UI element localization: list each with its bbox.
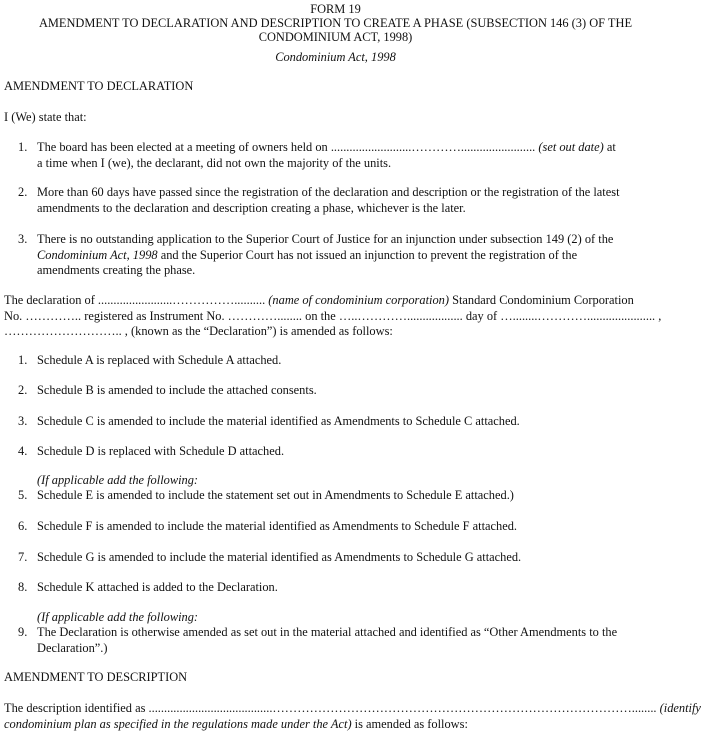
- statement-2: 2. More than 60 days have passed since the registration of the declaration and description or the registration of the latest amendments to the declaration and description creating a phase, whichever is the later.: [18, 185, 664, 216]
- amendment-item-6: 6. Schedule F is amended to include the material identified as Amendments to Schedule F attached.: [18, 519, 518, 533]
- act-name: Condominium Act, 1998: [275, 50, 396, 64]
- form-number: FORM 19: [310, 2, 361, 16]
- if-applicable-note-2: (If applicable add the following:: [37, 610, 199, 624]
- statement-number: 1.: [18, 140, 28, 154]
- statement-text-cont: amendments to the declaration and description creating a phase, whichever is the later.: [37, 200, 466, 215]
- act-reference: Condominium Act, 1998: [37, 247, 158, 262]
- if-applicable-note-1: (If applicable add the following:: [37, 473, 199, 487]
- fill-in-hint: (identify: [659, 701, 701, 715]
- amendment-item-5: 5. Schedule E is amended to include the statement set out in Amendments to Schedule E attached.): [18, 488, 514, 502]
- statement-3: 3. There is no outstanding application to the Superior Court of Justice for an injunction under subsection 149 (2) of the Condominium Act, 1998 and the Superior Court has not issued an injunction to prevent the registration of the amendments creating the phase.: [18, 232, 664, 279]
- amendment-item-1: 1. Schedule A is replaced with Schedule A attached.: [18, 353, 282, 367]
- statement-text: There is no outstanding application to the Superior Court of Justice for an injunction under subsection 149 (2) of the: [37, 232, 614, 246]
- form-title-line-1: AMENDMENT TO DECLARATION AND DESCRIPTION TO CREATE A PHASE (SUBSECTION 146 (3) OF THE: [38, 16, 633, 30]
- statement-1: 1. The board has been elected at a meeting of owners held on ..........................…………........................ (set out date) at a time when I (we), the declarant, did not own the majority of the units.: [18, 140, 664, 171]
- statement-text-cont: a time when I (we), the declarant, did not own the majority of the units.: [37, 155, 392, 170]
- amendment-item-3: 3. Schedule C is amended to include the material identified as Amendments to Schedule C attached.: [18, 414, 520, 428]
- statement-text: More than 60 days have passed since the registration of the declaration and description or the registration of the latest: [37, 185, 620, 199]
- amendment-item-9: 9. The Declaration is otherwise amended as set out in the material attached and identified as “Other Amendments to the Declaration”.): [18, 625, 618, 655]
- statement-text-cont: amendments creating the phase.: [37, 263, 196, 277]
- amendment-item-8: 8. Schedule K attached is added to the Declaration.: [18, 580, 278, 594]
- fill-in-hint: (name of condominium corporation): [268, 293, 449, 307]
- statement-text: The board has been elected at a meeting of owners held on ..........................…………........................: [37, 140, 539, 154]
- form-title-line-2: CONDOMINIUM ACT, 1998): [258, 30, 413, 44]
- section-heading-description: AMENDMENT TO DESCRIPTION: [4, 670, 188, 684]
- section-heading-declaration: AMENDMENT TO DECLARATION: [4, 79, 194, 93]
- intro-statement: I (We) state that:: [4, 110, 87, 124]
- description-paragraph: The description identified as ........................................……………………………………………………………………………........ (identify condominium plan as specified in the regulations made under the Act) is amended as follows:: [4, 701, 701, 731]
- declaration-paragraph: The declaration of ........................…………….......... (name of condominium corporation) Standard Condominium Corporation No. ………….. registered as Instrument No. …………........ on the …..………….................. day of …........…………...................... , ……………………….. , (known as the “Declaration”) is amended as follows:: [4, 293, 662, 338]
- amendment-item-2: 2. Schedule B is amended to include the attached consents.: [18, 383, 317, 397]
- form-title: [0, 16, 671, 44]
- fill-in-hint: (set out date): [538, 140, 604, 154]
- amendment-item-7: 7. Schedule G is amended to include the material identified as Amendments to Schedule G attached.: [18, 550, 522, 564]
- amendment-item-4: 4. Schedule D is replaced with Schedule D attached.: [18, 444, 285, 458]
